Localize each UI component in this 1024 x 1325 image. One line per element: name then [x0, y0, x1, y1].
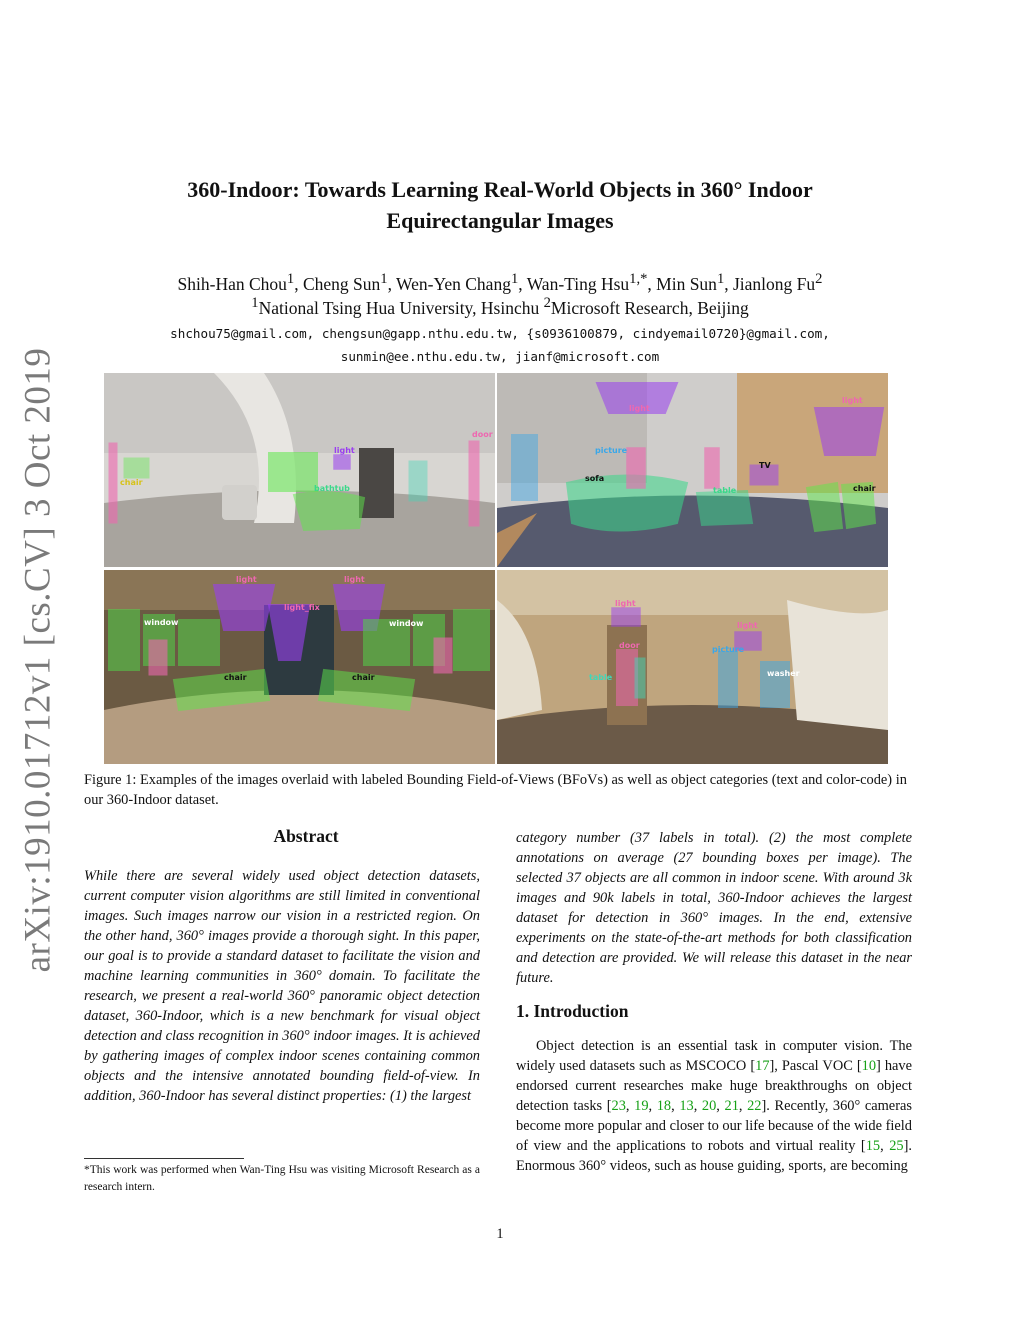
figure-1: [104, 373, 888, 764]
label-chair-2: chair: [853, 484, 876, 493]
label-table-2: table: [589, 673, 613, 682]
citation-19[interactable]: 19: [634, 1098, 649, 1114]
paper-title: [100, 174, 900, 236]
author-sup: 1,*: [629, 271, 648, 287]
label-light-7: light: [737, 621, 758, 630]
abstract-text: While there are several widely used object detection datasets, current computer vision algorithms are still limited in conventional images. Such images narrow our vision in a restricted region. On the other hand, 360° images provide a thorough sight. In this paper, our goal is to provide a standard dataset to facilitate the vision and machine learning communities in 360° domain. To facilitate the research, we present a real-world 360° panoramic object detection dataset, 360-Indoor, which is a new benchmark for visual object detection and class recognition in 360° indoor images. It is achieved by gathering images of complex indoor scenes containing common objects and the intensive annotated bounding field-of-view. In addition, 360-Indoor has several distinct properties: (1) the largest: [84, 868, 480, 1104]
citation-22[interactable]: 22: [747, 1098, 762, 1114]
label-light-5: light: [344, 575, 365, 584]
author: Cheng Sun: [302, 273, 381, 294]
affiliations: [80, 295, 920, 319]
label-picture: picture: [595, 446, 628, 455]
affil-1: National Tsing Hua University, Hsinchu: [258, 297, 544, 318]
label-table: table: [713, 486, 737, 495]
author: Min Sun: [656, 273, 717, 294]
intro-text-3: ] have endorsed current researches make huge breakthroughs on object detection tasks [: [516, 1058, 912, 1114]
author: Shih-Han Chou: [177, 273, 287, 294]
email-line-1: shchou75@gmail.com, chengsun@gapp.nthu.edu.tw, {s0936100879, cindyemail0720}@gmail.com,: [170, 326, 830, 341]
label-washer: washer: [767, 669, 800, 678]
author-list: Shih-Han Chou$^1$, Cheng Sun$^1$, Wen-Yen Chang$^1$, Wan-Ting Hsu$^{1,*}$, Min Sun$^1$, Jianlong Fu$^2$: [177, 271, 823, 294]
citation-20[interactable]: 20: [701, 1098, 717, 1114]
intro-text-5: ]. Enormous 360° videos, such as house guiding, sports, are becoming: [516, 1138, 912, 1174]
figure-caption: Figure 1: Examples of the images overlaid with labeled Bounding Field-of-Views (BFoVs) as well as object categories (text and color-code) in our 360-Indoor dataset.: [84, 772, 907, 808]
arxiv-stamp-text: arXiv:1910.01712v1 [cs.CV] 3 Oct 2019: [17, 347, 59, 973]
author: Wan-Ting Hsu: [526, 273, 630, 294]
author-sup: 1: [716, 271, 725, 287]
affil-2: Microsoft Research, Beijing: [550, 297, 749, 318]
label-chair-3: chair: [224, 673, 247, 682]
panorama-hall: [104, 570, 495, 764]
citation-10[interactable]: 10: [861, 1058, 877, 1074]
title-line-2: Equirectangular Images: [386, 208, 614, 233]
intro-text-2: ], Pascal VOC [: [769, 1058, 862, 1074]
label-window: window: [144, 618, 179, 627]
label-chair-4: chair: [352, 673, 375, 682]
label-tv: TV: [759, 461, 771, 470]
label-picture-2: picture: [712, 645, 745, 654]
introduction-heading: 1. Introduction: [516, 1001, 629, 1021]
panorama-living-room: [497, 373, 888, 567]
citation-21[interactable]: 21: [724, 1098, 739, 1114]
label-door-2: door: [619, 641, 640, 650]
citation-17[interactable]: 17: [755, 1058, 770, 1074]
author: Jianlong Fu: [732, 273, 816, 294]
abstract-continued: category number (37 labels in total). (2) the most complete annotations on average (27 bounding boxes per image). The selected 37 objects are all common in indoor scene. With around 3k images and 90k labels in total, 360-Indoor achieves the largest dataset for detection in 360° images. In the end, extensive experiments on the state-of-the-art methods for both classification and detection are provided. We will release this dataset in the near future.: [516, 830, 912, 986]
citation-13[interactable]: 13: [679, 1098, 694, 1114]
email-list: [60, 322, 940, 368]
label-sofa: sofa: [585, 474, 605, 483]
label-bathtub: bathtub: [314, 484, 350, 493]
citation-18[interactable]: 18: [656, 1098, 672, 1114]
panorama-bathroom: [104, 373, 495, 567]
arxiv-stamp: [17, 347, 59, 973]
label-chair: chair: [120, 478, 143, 487]
email-line-2: sunmin@ee.nthu.edu.tw, jianf@microsoft.com: [340, 349, 660, 364]
intro-text-1: Object detection is an essential task in computer vision. The widely used datasets such as MSCOCO [: [516, 1038, 912, 1074]
label-light-fix: light_fix: [284, 603, 320, 612]
title-line-1: 360-Indoor: Towards Learning Real-World Objects in 360° Indoor: [187, 177, 813, 202]
author-sup: 1: [286, 271, 295, 287]
abstract-heading: Abstract: [273, 826, 339, 846]
footnote-rule: [84, 1158, 244, 1159]
intro-text-4: ]. Recently, 360° cameras become more popular and closer to our life because of the wide field of view and the applications to robots and virtual reality [: [516, 1098, 912, 1154]
author: Wen-Yen Chang: [396, 273, 511, 294]
author-sup: 2: [815, 271, 823, 287]
introduction-text: Object detection is an essential task in computer vision. The widely used datasets such as MSCOCO [17], Pascal VOC [10] have endorsed current researches make huge breakthroughs on object detection tasks [23, 19, 18, 13, 20, 21, 22]. Recently, 360° cameras become more popular and closer to our life because of the wide field of view and the applications to robots and virtual reality [15, 25]. Enormous 360° videos, such as house guiding, sports, are becoming: [516, 1038, 912, 1174]
author-sup: 1: [510, 271, 519, 287]
panorama-corridor: [497, 570, 888, 764]
label-light-3: light: [842, 396, 863, 405]
affil-sup-1: 1: [251, 295, 259, 311]
label-window-2: window: [389, 619, 424, 628]
citation-23[interactable]: 23: [611, 1098, 626, 1114]
affil-sup-2: 2: [543, 295, 551, 311]
label-light: light: [334, 446, 355, 455]
label-light-6: light: [615, 599, 636, 608]
author-sup: 1: [380, 271, 388, 287]
footnote: *This work was performed when Wan-Ting Hsu was visiting Microsoft Research as a research intern.: [84, 1164, 480, 1193]
page-number: 1: [496, 1226, 504, 1242]
citation-25[interactable]: 25: [889, 1138, 904, 1154]
label-light-2: light: [629, 404, 650, 413]
citation-15[interactable]: 15: [865, 1138, 881, 1154]
label-door: door: [472, 430, 493, 439]
label-light-4: light: [236, 575, 257, 584]
